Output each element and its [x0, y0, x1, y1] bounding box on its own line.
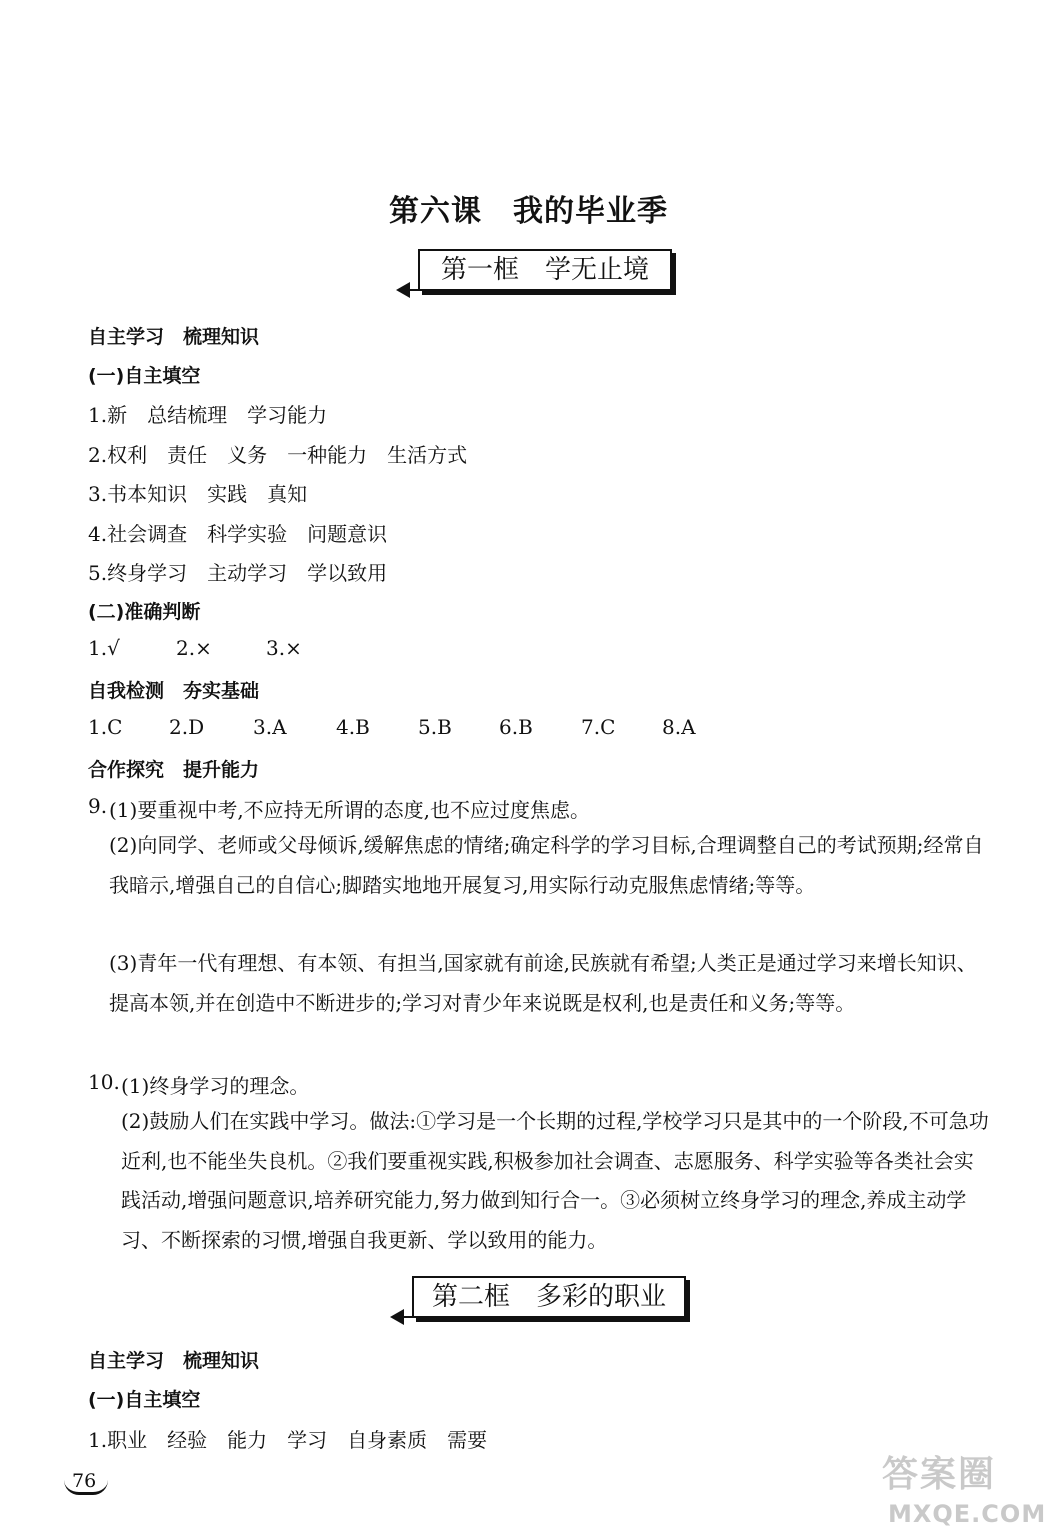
- q10-answer-1: (1)终身学习的理念。: [121, 1074, 310, 1098]
- q9-answer-2-text: (2)向同学、老师或父母倾诉,缓解焦虑的情绪;确定科学的学习目标,合理调整自己的考试预期;经常自我暗示,增强自己的自信心;脚踏实地地开展复习,用实际行动克服焦虑情绪;等等。: [109, 833, 984, 897]
- section1-check-heading: 自我检测 夯实基础: [88, 680, 260, 702]
- q9-answer-2: [109, 826, 991, 905]
- fill-item-1: 1.新 总结梳理 学习能力: [88, 403, 328, 427]
- frame1-title-box: 第一框 学无止境: [418, 249, 672, 291]
- frame1-arrow-head: [396, 282, 410, 298]
- check-answer-2: 2.D: [169, 715, 205, 739]
- section1-coop-heading: 合作探究 提升能力: [88, 759, 260, 781]
- check-answer-3: 3.A: [253, 715, 287, 739]
- q10-number: 10.: [88, 1070, 120, 1094]
- frame2-title-box: 第二框 多彩的职业: [412, 1276, 686, 1318]
- watermark-logo-top: 答案圈: [882, 1454, 997, 1495]
- check-answer-5: 5.B: [418, 715, 452, 739]
- check-answer-6: 6.B: [499, 715, 533, 739]
- section2-fill-item-1: 1.职业 经验 能力 学习 自身素质 需要: [88, 1428, 488, 1452]
- q9-number: 9.: [88, 794, 108, 818]
- check-answer-4: 4.B: [336, 715, 370, 739]
- lesson-title: 第六课 我的毕业季: [389, 194, 668, 229]
- section1-fill-heading: (一)自主填空: [88, 365, 201, 387]
- section2-fill-heading: (一)自主填空: [88, 1389, 201, 1411]
- check-answer-8: 8.A: [662, 715, 696, 739]
- page-number: 76: [72, 1470, 97, 1492]
- section2-study-heading: 自主学习 梳理知识: [88, 1350, 260, 1372]
- q9-answer-3: [109, 944, 991, 1023]
- page-number-curl: [64, 1480, 108, 1495]
- watermark-logo-bottom: MXQE.COM: [888, 1500, 1047, 1528]
- judge-answer-1: 1.√: [88, 636, 120, 660]
- q10-answer-2-text: (2)鼓励人们在实践中学习。做法:①学习是一个长期的过程,学校学习只是其中的一个阶段,不可急功近利,也不能坐失良机。②我们要重视实践,积极参加社会调查、志愿服务、科学实验等各类社会实践活动,增强问题意识,培养研究能力,努力做到知行合一。③必须树立终身学习的理念,养成主动学习、不断探索的习惯,增强自我更新、学以致用的能力。: [121, 1109, 989, 1252]
- q9-answer-1: (1)要重视中考,不应持无所谓的态度,也不应过度焦虑。: [109, 798, 591, 822]
- section1-study-heading: 自主学习 梳理知识: [88, 326, 260, 348]
- check-answer-7: 7.C: [581, 715, 616, 739]
- check-answer-1: 1.C: [88, 715, 123, 739]
- judge-answer-2: 2.×: [176, 636, 212, 660]
- fill-item-3: 3.书本知识 实践 真知: [88, 482, 308, 506]
- fill-item-4: 4.社会调查 科学实验 问题意识: [88, 522, 388, 546]
- fill-item-5: 5.终身学习 主动学习 学以致用: [88, 561, 388, 585]
- fill-item-2: 2.权利 责任 义务 一种能力 生活方式: [88, 443, 468, 467]
- judge-answer-3: 3.×: [266, 636, 302, 660]
- frame2-arrow-head: [390, 1309, 404, 1325]
- q9-answer-3-text: (3)青年一代有理想、有本领、有担当,国家就有前途,民族就有希望;人类正是通过学习来增长知识、提高本领,并在创造中不断进步的;学习对青少年来说既是权利,也是责任和义务;等等。: [109, 951, 977, 1015]
- q10-answer-2: [121, 1102, 991, 1260]
- section1-judge-heading: (二)准确判断: [88, 601, 201, 623]
